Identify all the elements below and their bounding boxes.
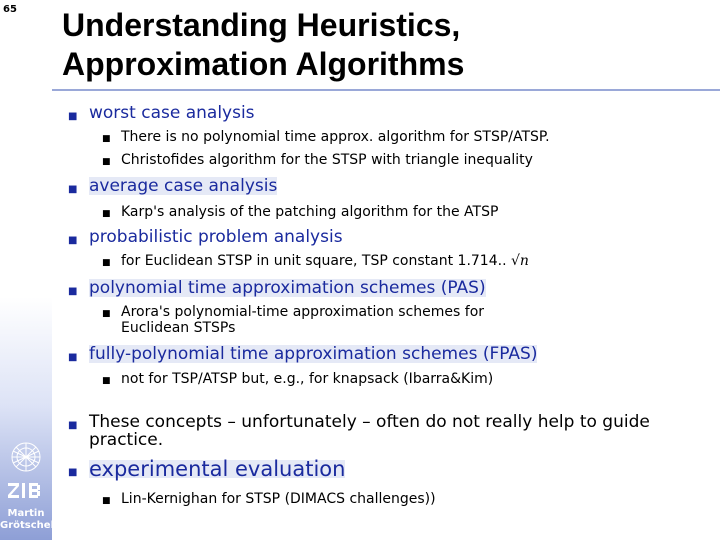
- slide-title: [62, 6, 702, 84]
- bullet-pas: [68, 279, 486, 297]
- bullet-text: Lin-Kernighan for STSP (DIMACS challenges)): [121, 491, 436, 507]
- bullet-probabilistic: [68, 228, 343, 246]
- bullet-fpas: [68, 345, 537, 363]
- bullet-text-line-1: Arora's polynomial-time approximation schemes for: [121, 304, 485, 320]
- bullet-square-icon: ■: [102, 376, 111, 386]
- bullet-text: [121, 253, 529, 269]
- bullet-text-main: for Euclidean STSP in unit square, TSP constant 1.714..: [121, 253, 507, 269]
- bullet-square-icon: ■: [68, 111, 78, 122]
- author-name: [0, 508, 52, 532]
- slide-number: 65: [3, 4, 17, 15]
- zib-logo-icon: [5, 435, 47, 505]
- subbullet-arora: [102, 304, 484, 336]
- bullet-text: fully-polynomial time approximation schemes (FPAS): [89, 344, 538, 364]
- bullet-square-icon: ■: [68, 184, 78, 195]
- bullet-text-line-1: These concepts – unfortunately – often do not really help to guide: [89, 412, 650, 432]
- bullet-text-line-2: practice.: [89, 430, 164, 450]
- title-line-2: Approximation Algorithms: [62, 46, 465, 82]
- bullet-text: Karp's analysis of the patching algorithm for the ATSP: [121, 204, 499, 220]
- sidebar: [0, 0, 52, 540]
- bullet-text: average case analysis: [89, 176, 278, 196]
- bullet-square-icon: ■: [68, 352, 78, 363]
- bullet-text: worst case analysis: [89, 103, 255, 123]
- subbullet-knapsack: [102, 371, 493, 387]
- bullet-square-icon: ■: [102, 157, 111, 167]
- bullet-concepts: [68, 413, 650, 449]
- bullet-experimental: [68, 457, 346, 481]
- bullet-square-icon: ■: [102, 134, 111, 144]
- bullet-worst-case: [68, 104, 255, 122]
- bullet-text-line-2: Euclidean STSPs: [121, 320, 236, 336]
- sqrt-n-formula: √n: [510, 253, 529, 269]
- author-first-name: Martin: [7, 508, 45, 519]
- bullet-text: There is no polynomial time approx. algorithm for STSP/ATSP.: [121, 129, 550, 145]
- bullet-square-icon: ■: [68, 286, 78, 297]
- bullet-text: [89, 413, 650, 449]
- subbullet-no-polytime: [102, 129, 550, 145]
- subbullet-euclidean-stsp: [102, 253, 529, 269]
- bullet-text: [121, 304, 484, 336]
- bullet-text: experimental evaluation: [89, 457, 346, 481]
- author-last-name: Grötschel: [0, 520, 54, 531]
- bullet-text: polynomial time approximation schemes (PAS): [89, 278, 486, 298]
- bullet-square-icon: ■: [102, 258, 111, 268]
- bullet-square-icon: ■: [68, 467, 78, 478]
- bullet-square-icon: ■: [102, 209, 111, 219]
- title-line-1: Understanding Heuristics,: [62, 7, 461, 43]
- bullet-average-case: [68, 177, 277, 195]
- bullet-text: not for TSP/ATSP but, e.g., for knapsack (Ibarra&Kim): [121, 371, 494, 387]
- bullet-text: Christofides algorithm for the STSP with triangle inequality: [121, 152, 533, 168]
- bullet-square-icon: ■: [102, 496, 111, 506]
- bullet-square-icon: ■: [68, 420, 78, 431]
- subbullet-christofides: [102, 152, 533, 168]
- subbullet-lin-kernighan: [102, 491, 436, 507]
- subbullet-karp: [102, 204, 498, 220]
- bullet-square-icon: ■: [102, 309, 111, 319]
- bullet-text: probabilistic problem analysis: [89, 227, 343, 247]
- title-divider: [52, 89, 720, 91]
- bullet-square-icon: ■: [68, 235, 78, 246]
